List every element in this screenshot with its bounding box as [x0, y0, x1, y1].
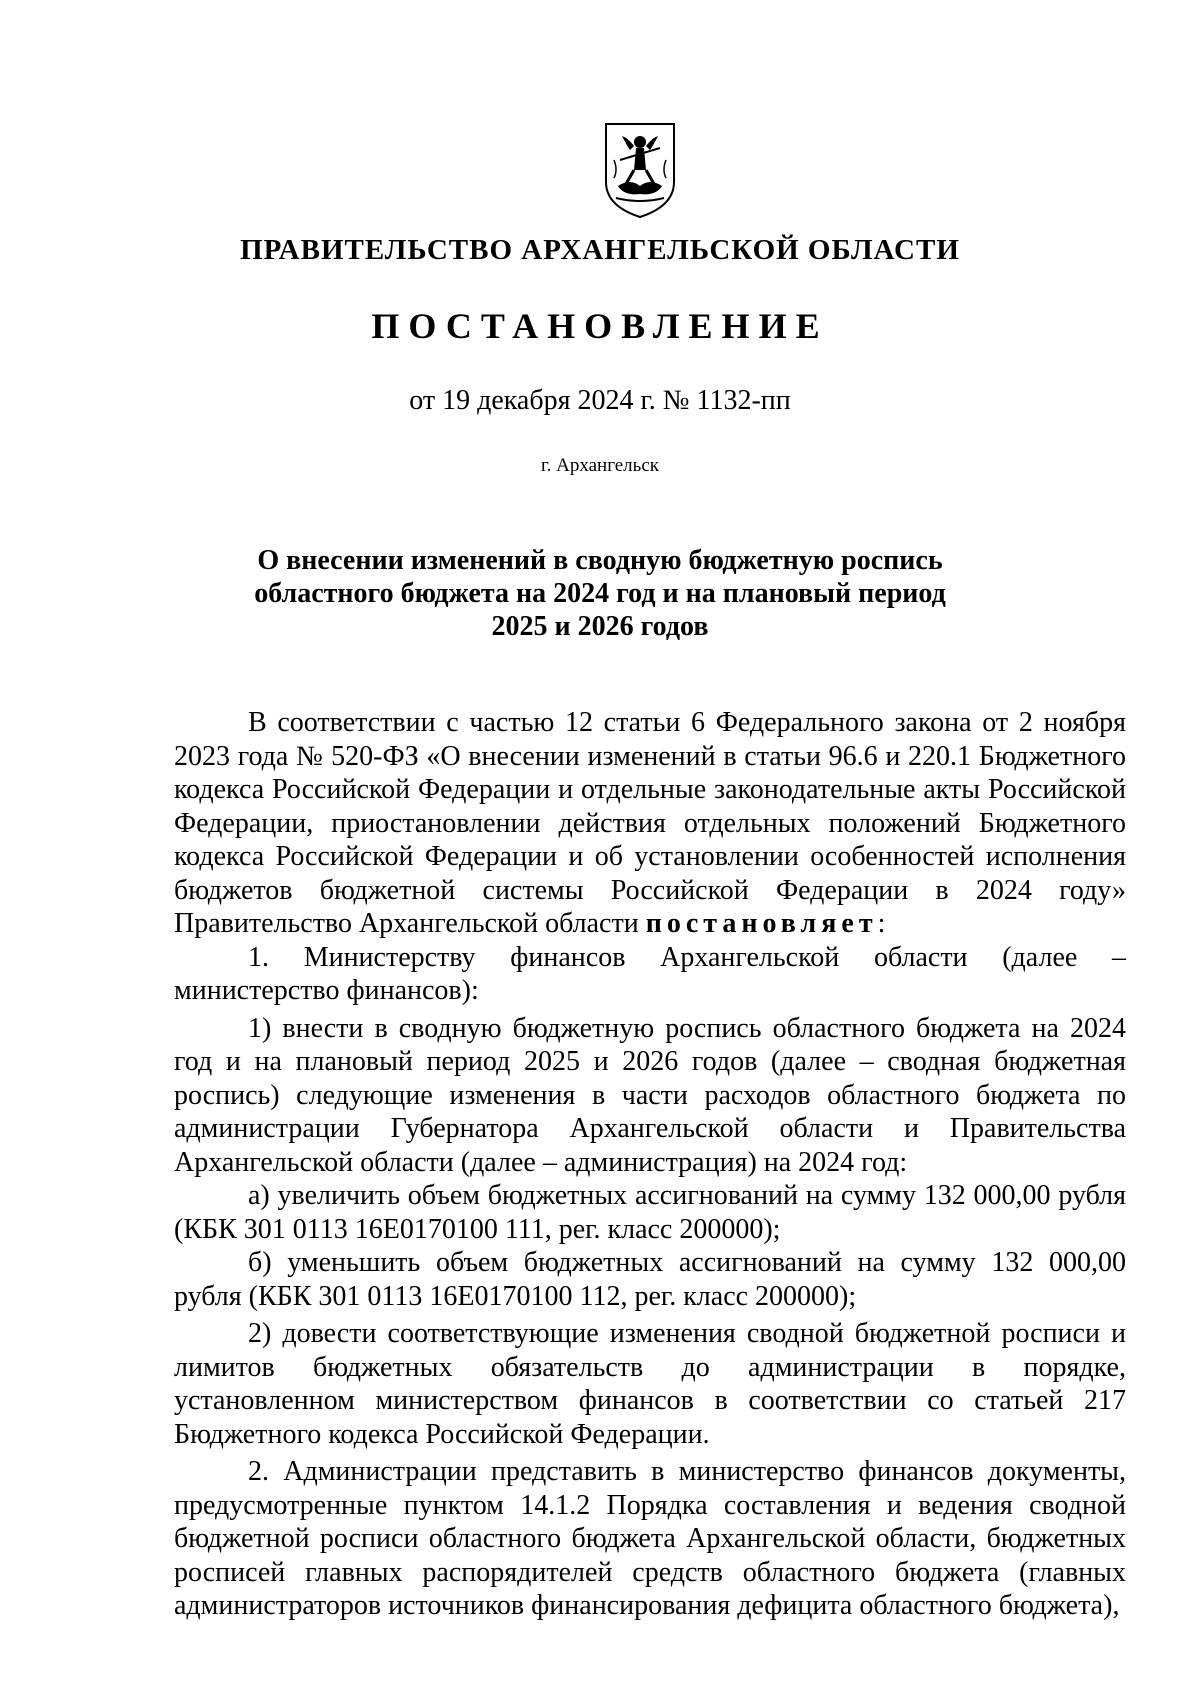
preamble-text: В соответствии с частью 12 статьи 6 Федерального закона от 2 ноября 2023 года № 520-ФЗ «О внесении изменений в статьи 96.6 и 220.1 Бюджетного кодекса Российской Федерации и отдельные законодательные акты Российской Федерации, приостановлении действия отдельных положений Бюджетного кодекса Российской Федерации и об установлении особенностей исполнения бюджетов бюджетной системы Российской Федерации в 2024 году» Правительство Архангельской области: [174, 707, 1126, 939]
organization-title: ПРАВИТЕЛЬСТВО АРХАНГЕЛЬСКОЙ ОБЛАСТИ: [240, 234, 960, 266]
preamble-paragraph: [174, 706, 1126, 941]
subject-line: О внесении изменений в сводную бюджетную роспись: [257, 545, 943, 576]
subject-line: областного бюджета на 2024 год и на плановый период: [254, 578, 946, 609]
resolves-tail: :: [877, 908, 886, 939]
paragraph-1: 1. Министерству финансов Архангельской области (далее – министерство финансов):: [174, 941, 1126, 1006]
paragraph-1-1-a: а) увеличить объем бюджетных ассигнований на сумму 132 000,00 рубля (КБК 301 0113 16Е0170100 111, рег. класс 200000);: [174, 1180, 1126, 1245]
document-city: г. Архангельск: [540, 455, 659, 476]
coat-of-arms-icon: [600, 120, 680, 220]
document-body: [174, 706, 1126, 1623]
document-type: ПОСТАНОВЛЕНИЕ: [371, 306, 829, 346]
resolves-word: постановляет: [645, 908, 878, 939]
paragraph-1-1-b: б) уменьшить объем бюджетных ассигнований на сумму 132 000,00 рубля (КБК 301 0113 16Е0170100 112, рег. класс 200000);: [174, 1247, 1126, 1312]
document-subject: [240, 544, 960, 643]
paragraph-2: 2. Администрации представить в министерство финансов документы, предусмотренные пунктом 14.1.2 Порядка составления и ведения сводной бюджетной росписи областного бюджета Архангельской области, бюджетных росписей главных распорядителей средств областного бюджета (главных администраторов источников финансирования дефицита областного бюджета),: [174, 1456, 1126, 1621]
document-date-number: от 19 декабря 2024 г. № 1132-пп: [409, 385, 791, 416]
paragraph-1-2: 2) довести соответствующие изменения сводной бюджетной росписи и лимитов бюджетных обязательств до администрации в порядке, установленном министерством финансов в соответствии со статьей 217 Бюджетного кодекса Российской Федерации.: [174, 1318, 1126, 1450]
paragraph-1-1: 1) внести в сводную бюджетную роспись областного бюджета на 2024 год и на плановый период 2025 и 2026 годов (далее – сводная бюджетная роспись) следующие изменения в части расходов областного бюджета по администрации Губернатора Архангельской области и Правительства Архангельской области (далее – администрация) на 2024 год:: [174, 1012, 1126, 1178]
subject-line: 2025 и 2026 годов: [491, 611, 709, 642]
